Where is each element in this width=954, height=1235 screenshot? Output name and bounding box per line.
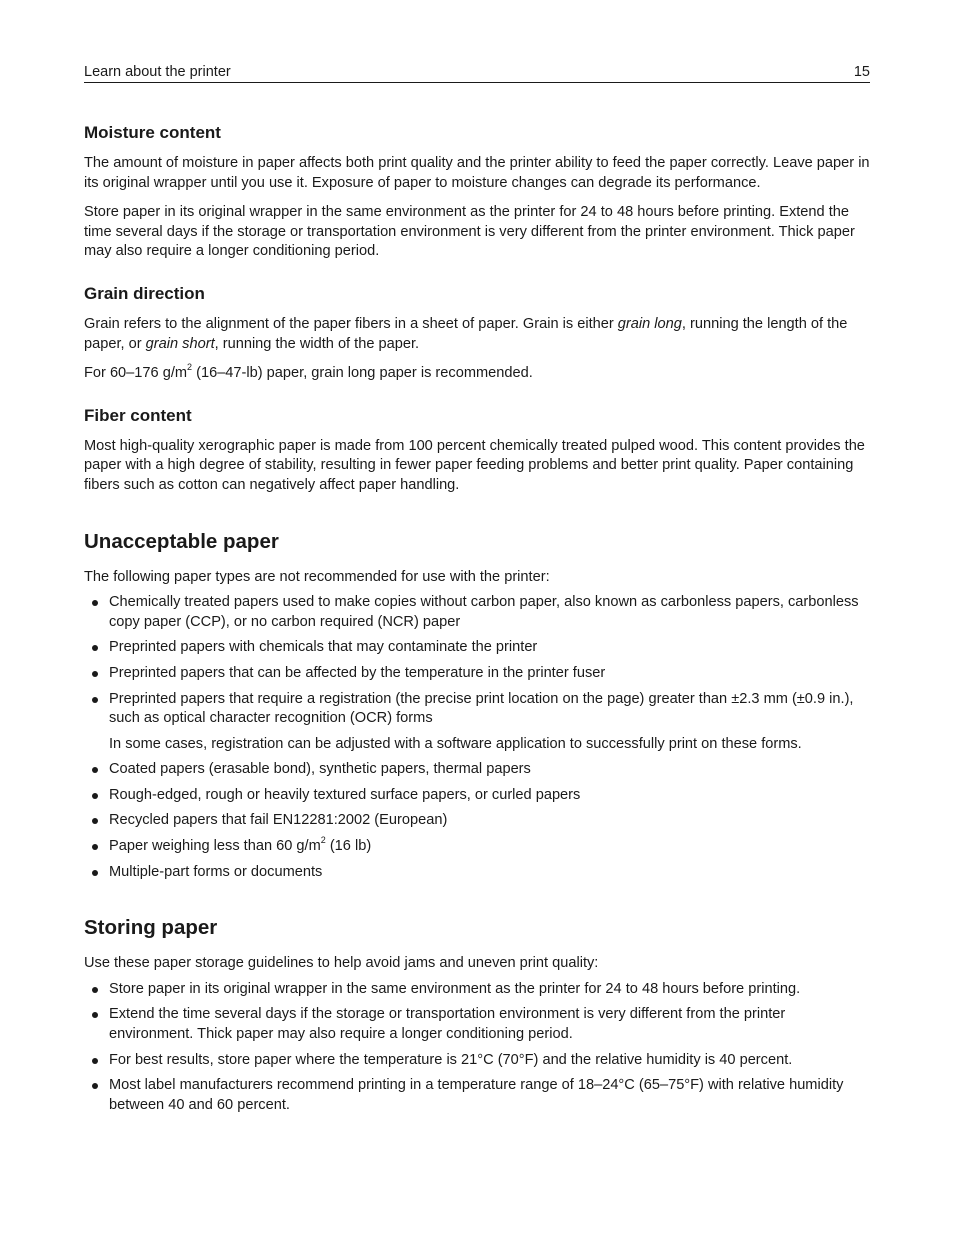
list-item (84, 837, 870, 857)
list-item (84, 786, 870, 806)
list-item (84, 593, 870, 632)
bullet-icon (92, 1083, 98, 1089)
list-item-text: Multiple-part forms or documents (109, 863, 323, 880)
text-run: Paper weighing less than 60 g/m (109, 838, 321, 855)
heading-fiber-content: Fiber content (84, 405, 192, 425)
list-item-text: Preprinted papers that require a registration (the precise print location on the page) greater than ±2.3 mm (±0.9 in.), such as optical character recognition (OCR) forms (109, 690, 854, 727)
page-number: 15 (853, 64, 870, 80)
list-item (84, 1076, 870, 1115)
paragraph: Use these paper storage guidelines to help avoid jams and uneven print quality: (84, 955, 599, 972)
list-item-text: Store paper in its original wrapper in the same environment as the printer for 24 to 48 hours before printing. (109, 980, 801, 997)
heading-grain-direction: Grain direction (84, 283, 205, 303)
list-item-text: Recycled papers that fail EN12281:2002 (European) (109, 812, 448, 829)
heading-unacceptable-paper: Unacceptable paper (84, 529, 279, 553)
unacceptable-paper-list (84, 593, 870, 729)
list-item-text: Extend the time several days if the storage or transportation environment is very different from the printer environment. Thick paper may also require a longer conditioning period. (109, 1006, 786, 1043)
paragraph: Store paper in its original wrapper in the same environment as the printer for 24 to 48 hours before printing. Extend the time several days if the storage or transportation environment is very different from the printer environment. Thick paper may also require a longer conditioning period. (84, 204, 855, 260)
emphasis-grain-short: grain short (145, 335, 215, 352)
heading-storing-paper: Storing paper (84, 916, 218, 940)
list-item-text: Chemically treated papers used to make copies without carbon paper, also known as carbonless papers, carbonless copy paper (CCP), or no carbon required (NCR) paper (109, 594, 859, 630)
paragraph: The amount of moisture in paper affects both print quality and the printer ability to feed the paper correctly. Leave paper in its original wrapper until you use it. Exposure of paper to moisture changes can degrade its performance. (84, 155, 870, 191)
list-item (84, 760, 870, 780)
list-item (84, 664, 870, 684)
list-item (84, 690, 870, 729)
document-page (84, 60, 870, 1121)
paragraph (84, 315, 870, 354)
bullet-icon (92, 793, 98, 799)
list-item (84, 1051, 870, 1071)
emphasis-grain-long: grain long (617, 315, 682, 332)
bullet-icon (92, 818, 98, 824)
text-run: (16 lb) (325, 838, 372, 855)
list-item (84, 811, 870, 831)
paragraph: Most high-quality xerographic paper is made from 100 percent chemically treated pulped wood. This content provides the paper with a high degree of stability, resulting in fewer paper feeding problems and better print quality. Paper containing fibers such as cotton can negatively affect paper handling. (84, 437, 865, 493)
superscript: 2 (320, 835, 326, 846)
list-item-text: Most label manufacturers recommend printing in a temperature range of 18–24°C (65–75°F) with relative humidity between 40 and 60 percent. (109, 1077, 844, 1113)
list-item (84, 638, 870, 658)
storing-paper-list (84, 980, 870, 1116)
list-item-text: Rough-edged, rough or heavily textured surface papers, or curled papers (109, 786, 581, 803)
bullet-icon (92, 671, 98, 677)
bullet-icon (92, 767, 98, 773)
list-item (84, 1005, 870, 1044)
bullet-icon (92, 1058, 98, 1064)
list-item-note: In some cases, registration can be adjusted with a software application to successfully print on these forms. (109, 735, 802, 752)
list-item-text: Coated papers (erasable bond), synthetic papers, thermal papers (109, 761, 531, 778)
bullet-icon (92, 600, 98, 606)
bullet-icon (92, 987, 98, 993)
list-item (84, 863, 870, 883)
unacceptable-paper-list-continued (84, 760, 870, 882)
text-run: For 60–176 g/m (84, 365, 188, 382)
superscript: 2 (187, 362, 193, 373)
list-item-text: Preprinted papers that can be affected by the temperature in the printer fuser (109, 664, 606, 681)
bullet-icon (92, 870, 98, 876)
bullet-icon (92, 697, 98, 703)
text-run: (16–47-lb) paper, grain long paper is recommended. (192, 365, 533, 382)
list-item-text: For best results, store paper where the temperature is 21°C (70°F) and the relative humidity is 40 percent. (109, 1051, 793, 1068)
list-item (84, 980, 870, 1000)
heading-moisture-content: Moisture content (84, 123, 221, 142)
bullet-icon (92, 844, 98, 850)
running-header (84, 60, 870, 83)
page-content (84, 83, 870, 1115)
paragraph: The following paper types are not recommended for use with the printer: (84, 568, 550, 585)
text-run: Grain refers to the alignment of the paper fibers in a sheet of paper. Grain is either (84, 315, 618, 332)
paragraph (84, 364, 870, 384)
bullet-icon (92, 645, 98, 651)
text-run: , running the width of the paper. (214, 335, 420, 352)
bullet-icon (92, 1012, 98, 1018)
text-run: , running the length of the paper, or (84, 315, 848, 352)
header-section-title: Learn about the printer (84, 64, 231, 80)
list-item-text: Preprinted papers with chemicals that may contaminate the printer (109, 639, 538, 656)
